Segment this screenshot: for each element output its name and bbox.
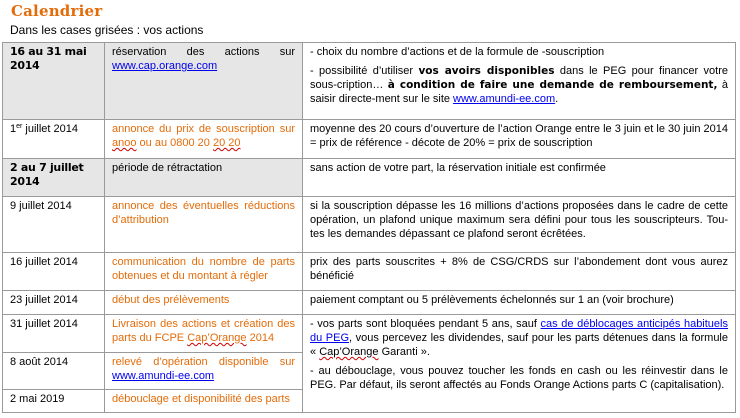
action-text: anoo: [112, 137, 137, 149]
details-paragraph: - au débouclage, vous pouvez toucher les fonds en cash ou les réinvestir dans le PEG. Par défaut, ils seront affectés au Fonds Orange Actions parts C (capitalisation).: [310, 365, 728, 391]
details-text: - possibilité d’utiliser: [310, 65, 419, 77]
action-text: 20 20: [212, 137, 241, 149]
details-cell: prix des parts souscrites + 8% de CSG/CRDS sur l’abondement dont vous aurez bénéficié: [303, 253, 736, 291]
table-row: [3, 159, 736, 197]
cap-orange-link[interactable]: www.cap.orange.com: [112, 60, 218, 72]
details-text: , vous percevez les dividendes, sauf pour les parts détenues dans la formule «: [310, 332, 728, 358]
action-cell: période de rétractation: [105, 159, 303, 197]
date-cell: 16 juillet 2014: [3, 253, 105, 291]
date-cell: 23 juillet 2014: [3, 291, 105, 315]
table-row: [3, 291, 736, 315]
action-text: Livraison des actions et création des parts du FCPE: [112, 318, 295, 344]
details-paragraph: [310, 64, 728, 106]
page-subtitle: Dans les cases grisées : vos actions: [10, 23, 204, 37]
action-text: ou au 0800 20: [136, 137, 213, 149]
details-bold: à condition de faire une demande de remboursement,: [387, 79, 718, 91]
date-cell: [3, 43, 105, 120]
details-paragraph: - choix du nombre d’actions et de la formule de -souscription: [310, 46, 605, 58]
table-row: [3, 120, 736, 159]
date-superscript: er: [16, 123, 23, 130]
date-cell: 9 juillet 2014: [3, 197, 105, 253]
details-cell: sans action de votre part, la réservation initiale est confirmée: [303, 159, 736, 197]
action-text: 2014: [246, 332, 275, 344]
amundi-link[interactable]: www.amundi-ee.com: [112, 370, 215, 382]
table-row: [3, 43, 736, 120]
date-text: 2 au 7 juillet 2014: [10, 161, 84, 188]
action-cell: début des prélèvements: [105, 291, 303, 315]
action-text: annonce du prix de souscription sur: [112, 123, 295, 135]
details-cell: [303, 315, 736, 413]
details-cell: paiement comptant ou 5 prélèvements échelonnés sur 1 an (voir brochure): [303, 291, 736, 315]
details-cell: [303, 43, 736, 120]
date-cell: 8 août 2014: [3, 353, 105, 390]
calendar-table: [2, 42, 736, 413]
action-text: Cap’Orange: [187, 332, 247, 344]
amundi-link[interactable]: www.amundi-ee.com: [453, 93, 556, 105]
details-text: .: [555, 93, 559, 105]
details-text: Cap’Orange: [319, 346, 379, 358]
table-row: [3, 315, 736, 353]
date-text: juillet 2014: [22, 123, 79, 135]
details-text: à saisir directe-ment sur le site: [310, 79, 728, 105]
details-paragraph: [310, 317, 728, 359]
details-cell: moyenne des 20 cours d’ouverture de l’action Orange entre le 3 juin et le 30 juin 2014 = prix de référence - décote de 20% = prix de souscription: [303, 120, 736, 159]
date-text: 16 au 31 mai 2014: [10, 45, 87, 72]
details-cell: si la souscription dépasse les 16 millions d’actions proposées dans le cadre de cette opération, un plafond unique maximum sera défini pour tous les souscripteurs. Tou-tes les demandes dépassant ce plafond seront écrêtées.: [303, 197, 736, 253]
action-cell: communication du nombre de parts obtenues et du montant à régler: [105, 253, 303, 291]
action-cell: débouclage et disponibilité des parts: [105, 390, 303, 413]
action-cell: annonce des éventuelles réductions d’attribution: [105, 197, 303, 253]
details-text: dans le PEG pour financer votre sous-cription…: [310, 65, 728, 91]
action-cell: [105, 43, 303, 120]
date-cell: 31 juillet 2014: [3, 315, 105, 353]
action-cell: [105, 315, 303, 353]
date-cell: [3, 159, 105, 197]
details-text: Garanti ».: [378, 346, 430, 358]
action-cell: [105, 353, 303, 390]
date-text: 1: [10, 123, 17, 135]
table-row: [3, 197, 736, 253]
action-text: réservation des actions sur: [112, 46, 295, 58]
table-row: [3, 253, 736, 291]
date-cell: 2 mai 2019: [3, 390, 105, 413]
action-cell: [105, 120, 303, 159]
details-text: - vos parts sont bloquées pendant 5 ans, sauf: [310, 318, 541, 330]
page-title: Calendrier: [11, 2, 103, 20]
action-text: relevé d’opération disponible sur: [112, 356, 295, 368]
details-bold: vos avoirs disponibles: [418, 65, 555, 77]
date-cell: [3, 120, 105, 159]
deblocages-link[interactable]: cas de déblocages anticipés habituels du PEG: [310, 318, 728, 344]
